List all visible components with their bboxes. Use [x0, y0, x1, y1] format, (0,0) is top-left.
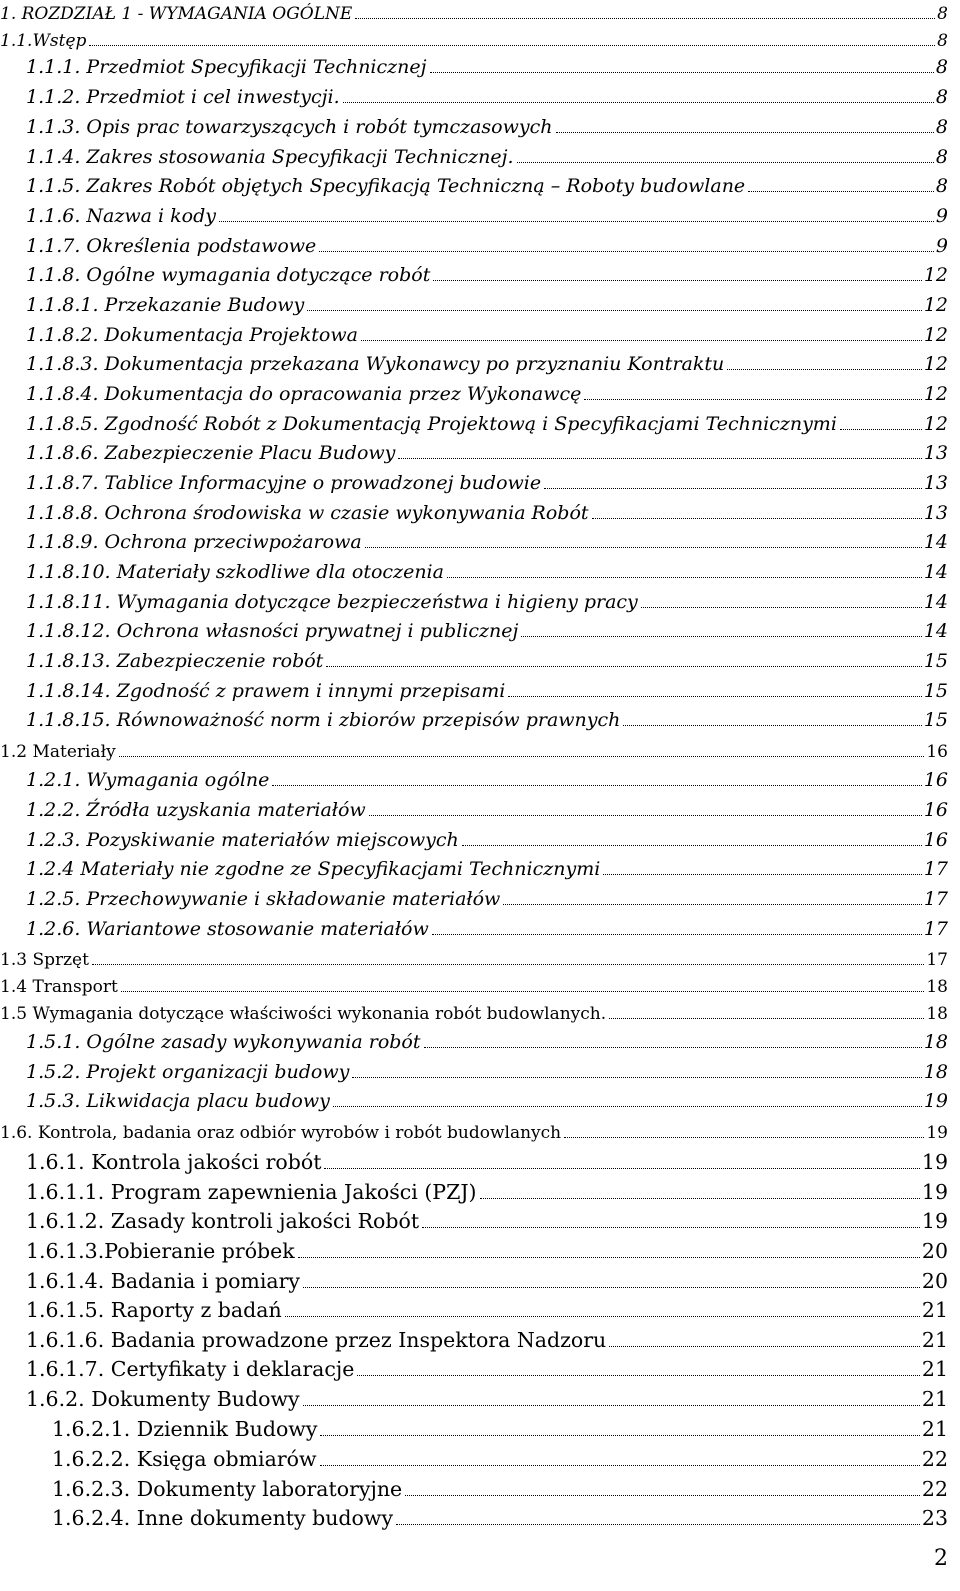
- toc-entry[interactable]: [26, 415, 948, 434]
- toc-entry[interactable]: [26, 296, 948, 315]
- toc-entry-page: 14: [923, 561, 948, 583]
- dot-leader: [307, 310, 922, 311]
- toc-entry-page: 8: [935, 56, 948, 78]
- toc-entry[interactable]: [26, 266, 948, 285]
- toc-entry-title: 1.2.1. Wymagania ogólne: [26, 769, 270, 791]
- toc-entry-page: 12: [923, 294, 948, 316]
- toc-entry-title: 1.2.2. Źródła uzyskania materiałów: [26, 799, 366, 821]
- toc-entry[interactable]: [26, 444, 948, 463]
- toc-entry-page: 16: [926, 742, 948, 762]
- toc-entry-page: 17: [926, 950, 948, 970]
- toc-entry-title: 1.1.3. Opis prac towarzyszących i robót tymczasowych: [26, 116, 553, 138]
- toc-entry[interactable]: [26, 771, 948, 790]
- toc-entry-title: 1.1.8. Ogólne wymagania dotyczące robót: [26, 264, 431, 286]
- toc-entry[interactable]: [26, 1182, 948, 1203]
- toc-entry-page: 21: [921, 1357, 948, 1381]
- toc-entry-page: 19: [921, 1209, 948, 1233]
- toc-entry-title: 1.1.8.5. Zgodność Robót z Dokumentacją Projektową i Specyfikacjami Technicznymi: [26, 413, 837, 435]
- dot-leader: [584, 399, 921, 400]
- toc-entry-title: 1.1.8.1. Przekazanie Budowy: [26, 294, 305, 316]
- dot-leader: [333, 1106, 922, 1107]
- dot-leader: [121, 991, 925, 992]
- dot-leader: [727, 369, 922, 370]
- dot-leader: [272, 785, 921, 786]
- dot-leader: [298, 1257, 920, 1258]
- toc-entry-page: 15: [923, 680, 948, 702]
- dot-leader: [840, 429, 922, 430]
- toc-entry[interactable]: [0, 1006, 948, 1023]
- toc-entry[interactable]: [52, 1419, 948, 1440]
- toc-entry[interactable]: [26, 504, 948, 523]
- toc-entry[interactable]: [26, 860, 948, 879]
- dot-leader: [398, 458, 921, 459]
- toc-entry-title: 1.1.8.13. Zabezpieczenie robót: [26, 650, 324, 672]
- toc-entry-page: 8: [937, 31, 948, 51]
- toc-entry[interactable]: [26, 1241, 948, 1262]
- toc-entry-page: 15: [923, 709, 948, 731]
- toc-entry-page: 8: [935, 86, 948, 108]
- dot-leader: [352, 1077, 921, 1078]
- toc-entry-title: 1.1.8.11. Wymagania dotyczące bezpieczeństwa i higieny pracy: [26, 591, 638, 613]
- toc-entry-title: 1.5 Wymagania dotyczące właściwości wykonania robót budowlanych.: [0, 1004, 607, 1024]
- toc-entry-title: 1.5.1. Ogólne zasady wykonywania robót: [26, 1031, 421, 1053]
- toc-entry-page: 13: [923, 502, 948, 524]
- dot-leader: [433, 280, 921, 281]
- dot-leader: [603, 874, 922, 875]
- dot-leader: [396, 1524, 920, 1525]
- toc-entry-page: 14: [923, 620, 948, 642]
- toc-entry-page: 13: [923, 442, 948, 464]
- toc-entry-title: 1.1.4. Zakres stosowania Specyfikacji Technicznej.: [26, 146, 514, 168]
- dot-leader: [609, 1018, 924, 1019]
- toc-entry-page: 21: [921, 1328, 948, 1352]
- dot-leader: [355, 18, 935, 19]
- toc-entry[interactable]: [26, 148, 948, 167]
- dot-leader: [623, 725, 921, 726]
- toc-entry[interactable]: [26, 207, 948, 226]
- toc-entry-title: 1.5.2. Projekt organizacji budowy: [26, 1061, 350, 1083]
- toc-entry-page: 16: [923, 769, 948, 791]
- dot-leader: [365, 547, 922, 548]
- dot-leader: [303, 1405, 920, 1406]
- toc-entry-title: 1.1.8.14. Zgodność z prawem i innymi przepisami: [26, 680, 506, 702]
- toc-entry-title: 1.6.2.3. Dokumenty laboratoryjne: [52, 1477, 403, 1501]
- toc-entry[interactable]: [26, 652, 948, 671]
- toc-entry-title: 1.1.Wstęp: [0, 31, 87, 51]
- dot-leader: [609, 1346, 920, 1347]
- toc-entry[interactable]: [26, 711, 948, 730]
- dot-leader: [319, 251, 934, 252]
- toc-entry-page: 19: [923, 1090, 948, 1112]
- toc-entry[interactable]: [0, 979, 948, 996]
- dot-leader: [422, 1227, 920, 1228]
- toc-entry-page: 23: [921, 1506, 948, 1530]
- toc-entry[interactable]: [26, 385, 948, 404]
- toc-entry[interactable]: [26, 88, 948, 107]
- toc-entry-title: 1. ROZDZIAŁ 1 - WYMAGANIA OGÓLNE: [0, 4, 353, 24]
- toc-entry-page: 15: [923, 650, 948, 672]
- toc-entry[interactable]: [26, 593, 948, 612]
- toc-entry[interactable]: [26, 1271, 948, 1292]
- dot-leader: [320, 1435, 919, 1436]
- dot-leader: [430, 72, 934, 73]
- toc-entry[interactable]: [26, 920, 948, 939]
- toc-entry-title: 1.6.1.2. Zasady kontroli jakości Robót: [26, 1209, 420, 1233]
- toc-entry-title: 1.1.5. Zakres Robót objętych Specyfikacją Techniczną – Roboty budowlane: [26, 175, 746, 197]
- toc-entry-title: 1.1.8.3. Dokumentacja przekazana Wykonawcy po przyznaniu Kontraktu: [26, 353, 725, 375]
- dot-leader: [641, 607, 922, 608]
- toc-entry-page: 16: [923, 799, 948, 821]
- toc-entry-page: 18: [926, 977, 948, 997]
- toc-entry-page: 9: [935, 205, 948, 227]
- toc-entry-page: 13: [923, 472, 948, 494]
- toc-entry[interactable]: [0, 6, 948, 23]
- dot-leader: [285, 1316, 920, 1317]
- toc-entry-title: 1.6.2.1. Dziennik Budowy: [52, 1417, 318, 1441]
- toc-entry[interactable]: [0, 952, 948, 969]
- toc-entry[interactable]: [26, 118, 948, 137]
- toc-entry[interactable]: [26, 1389, 948, 1410]
- dot-leader: [508, 696, 921, 697]
- toc-entry-page: 22: [921, 1447, 948, 1471]
- toc-entry-title: 1.1.8.2. Dokumentacja Projektowa: [26, 324, 358, 346]
- dot-leader: [424, 1047, 922, 1048]
- toc-entry-page: 12: [923, 264, 948, 286]
- toc-entry-title: 1.1.6. Nazwa i kody: [26, 205, 216, 227]
- toc-entry-title: 1.1.1. Przedmiot Specyfikacji Technicznej: [26, 56, 427, 78]
- toc-entry-title: 1.1.8.15. Równoważność norm i zbiorów przepisów prawnych: [26, 709, 621, 731]
- dot-leader: [361, 340, 922, 341]
- dot-leader: [592, 518, 922, 519]
- toc-entry-title: 1.1.8.9. Ochrona przeciwpożarowa: [26, 531, 362, 553]
- toc-entry-title: 1.1.8.12. Ochrona własności prywatnej i publicznej: [26, 620, 519, 642]
- toc-entry[interactable]: [26, 533, 948, 552]
- toc-entry[interactable]: [26, 177, 948, 196]
- dot-leader: [369, 815, 922, 816]
- dot-leader: [517, 162, 934, 163]
- toc-entry[interactable]: [26, 890, 948, 909]
- toc-entry[interactable]: [52, 1479, 948, 1500]
- dot-leader: [89, 45, 935, 46]
- toc-entry-page: 21: [921, 1417, 948, 1441]
- toc-entry-page: 16: [923, 829, 948, 851]
- toc-entry-title: 1.3 Sprzęt: [0, 950, 89, 970]
- toc-entry[interactable]: [26, 237, 948, 256]
- toc-entry-title: 1.6.1.4. Badania i pomiary: [26, 1269, 301, 1293]
- toc-entry-title: 1.1.2. Przedmiot i cel inwestycji.: [26, 86, 340, 108]
- dot-leader: [447, 577, 922, 578]
- toc-entry-title: 1.6. Kontrola, badania oraz odbiór wyrobów i robót budowlanych: [0, 1123, 562, 1143]
- toc-entry-title: 1.6.1.3.Pobieranie próbek: [26, 1239, 295, 1263]
- dot-leader: [405, 1495, 920, 1496]
- toc-entry-page: 12: [923, 383, 948, 405]
- dot-leader: [303, 1287, 920, 1288]
- toc-entry[interactable]: [26, 1359, 948, 1380]
- toc-entry-title: 1.1.8.8. Ochrona środowiska w czasie wykonywania Robót: [26, 502, 589, 524]
- toc-entry[interactable]: [26, 1152, 948, 1173]
- toc-entry-page: 14: [923, 531, 948, 553]
- toc-entry-title: 1.2.5. Przechowywanie i składowanie materiałów: [26, 888, 501, 910]
- dot-leader: [748, 191, 934, 192]
- toc-entry-title: 1.1.8.6. Zabezpieczenie Placu Budowy: [26, 442, 396, 464]
- toc-entry[interactable]: [26, 326, 948, 345]
- toc-entry[interactable]: [26, 1330, 948, 1351]
- dot-leader: [326, 666, 921, 667]
- toc-entry[interactable]: [26, 1211, 948, 1232]
- toc-entry-page: 12: [923, 353, 948, 375]
- toc-entry[interactable]: [26, 1092, 948, 1111]
- toc-entry-title: 1.6.2.4. Inne dokumenty budowy: [52, 1506, 394, 1530]
- dot-leader: [556, 132, 934, 133]
- dot-leader: [324, 1168, 919, 1169]
- toc-entry-title: 1.1.7. Określenia podstawowe: [26, 235, 317, 257]
- toc-entry-title: 1.1.8.10. Materiały szkodliwe dla otoczenia: [26, 561, 444, 583]
- toc-entry-title: 1.6.1.5. Raporty z badań: [26, 1298, 282, 1322]
- toc-entry-title: 1.1.8.7. Tablice Informacyjne o prowadzonej budowie: [26, 472, 542, 494]
- toc-entry-page: 22: [921, 1477, 948, 1501]
- toc-entry-page: 8: [935, 146, 948, 168]
- toc-entry-title: 1.2 Materiały: [0, 742, 116, 762]
- toc-entry[interactable]: [26, 563, 948, 582]
- toc-entry[interactable]: [26, 801, 948, 820]
- dot-leader: [119, 756, 925, 757]
- toc-entry[interactable]: [52, 1449, 948, 1470]
- toc-entry-page: 8: [935, 116, 948, 138]
- toc-entry[interactable]: [26, 355, 948, 374]
- page-number: 2: [934, 1546, 948, 1571]
- dot-leader: [521, 636, 921, 637]
- dot-leader: [432, 934, 922, 935]
- toc-entry-page: 19: [926, 1123, 948, 1143]
- toc-entry-title: 1.6.1.1. Program zapewnienia Jakości (PZJ): [26, 1180, 477, 1204]
- toc-entry-page: 8: [935, 175, 948, 197]
- toc-entry[interactable]: [26, 1063, 948, 1082]
- toc-entry-page: 17: [923, 858, 948, 880]
- toc-entry-title: 1.6.1.7. Certyfikaty i deklaracje: [26, 1357, 355, 1381]
- toc-entry-page: 21: [921, 1387, 948, 1411]
- toc-entry[interactable]: [0, 33, 948, 50]
- dot-leader: [564, 1137, 924, 1138]
- toc-entry-title: 1.2.6. Wariantowe stosowanie materiałów: [26, 918, 429, 940]
- dot-leader: [544, 488, 922, 489]
- toc-entry[interactable]: [26, 1300, 948, 1321]
- toc-entry[interactable]: [0, 744, 948, 761]
- toc-entry-page: 17: [923, 888, 948, 910]
- toc-entry[interactable]: [26, 622, 948, 641]
- toc-entry-title: 1.1.8.4. Dokumentacja do opracowania przez Wykonawcę: [26, 383, 582, 405]
- toc-entry-page: 18: [923, 1031, 948, 1053]
- toc-entry-page: 9: [935, 235, 948, 257]
- toc-entry[interactable]: [26, 58, 948, 77]
- toc-entry-page: 19: [921, 1150, 948, 1174]
- toc-entry-title: 1.6.2.2. Księga obmiarów: [52, 1447, 317, 1471]
- toc-entry[interactable]: [52, 1508, 948, 1529]
- toc-entry-page: 12: [923, 324, 948, 346]
- toc-entry-page: 21: [921, 1298, 948, 1322]
- toc-entry[interactable]: [26, 682, 948, 701]
- toc-entry-title: 1.2.3. Pozyskiwanie materiałów miejscowych: [26, 829, 459, 851]
- toc-entry-title: 1.6.1.6. Badania prowadzone przez Inspektora Nadzoru: [26, 1328, 607, 1352]
- toc-entry-page: 12: [923, 413, 948, 435]
- toc-entry[interactable]: [0, 1125, 948, 1142]
- toc-entry-page: 20: [921, 1239, 948, 1263]
- toc-entry[interactable]: [26, 831, 948, 850]
- toc-entry-page: 18: [923, 1061, 948, 1083]
- dot-leader: [320, 1465, 920, 1466]
- dot-leader: [480, 1198, 920, 1199]
- toc-entry-page: 18: [926, 1004, 948, 1024]
- toc-entry-title: 1.5.3. Likwidacja placu budowy: [26, 1090, 330, 1112]
- dot-leader: [219, 221, 934, 222]
- toc-entry[interactable]: [26, 474, 948, 493]
- toc-entry-page: 14: [923, 591, 948, 613]
- toc-entry-title: 1.4 Transport: [0, 977, 118, 997]
- toc-entry-title: 1.6.2. Dokumenty Budowy: [26, 1387, 300, 1411]
- dot-leader: [462, 845, 922, 846]
- toc-entry-title: 1.2.4 Materiały nie zgodne ze Specyfikacjami Technicznymi: [26, 858, 601, 880]
- dot-leader: [503, 904, 922, 905]
- toc-entry-page: 8: [937, 4, 948, 24]
- dot-leader: [343, 102, 934, 103]
- toc-entry-title: 1.6.1. Kontrola jakości robót: [26, 1150, 322, 1174]
- toc-entry[interactable]: [26, 1033, 948, 1052]
- dot-leader: [92, 964, 924, 965]
- dot-leader: [357, 1375, 920, 1376]
- toc-entry-page: 20: [921, 1269, 948, 1293]
- toc-entry-page: 19: [921, 1180, 948, 1204]
- toc-entry-page: 17: [923, 918, 948, 940]
